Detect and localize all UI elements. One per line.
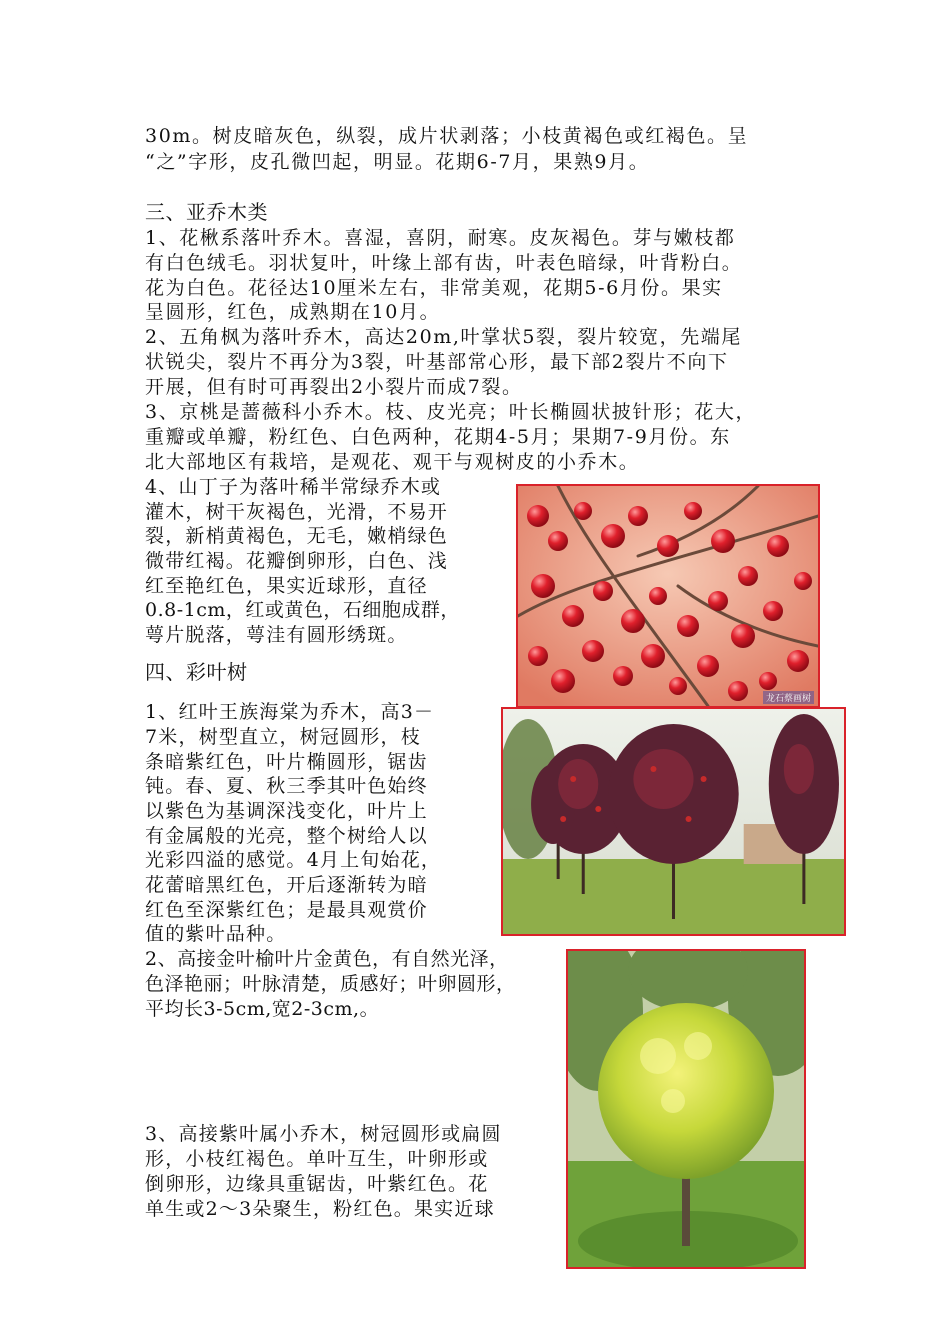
text-line: 状锐尖，裂片不再分为3裂，叶基部常心形，最下部2裂片不向下 [145,351,729,373]
text-line: 萼片脱落，萼洼有圆形绣斑。 [145,624,408,646]
red-leaf-trees-illustration [503,709,844,934]
text-line: 灌木，树干灰褐色，光滑，不易开 [145,501,449,523]
text-line: 7米，树型直立，树冠圆形，枝 [145,726,421,748]
text-line: 1、红叶王族海棠为乔木，高3－ [145,701,435,723]
text-line: 30m。树皮暗灰色，纵裂，成片状剥落；小枝黄褐色或红褐色。呈 [145,125,749,147]
text-line: 花为白色。花径达10厘米左右，非常美观，花期5-6月份。果实 [145,277,723,299]
text-line: 红至艳红色，果实近球形，直径 [145,575,428,597]
text-line: 开展，但有时可再裂出2小裂片而成7裂。 [145,376,523,398]
text-line: 条暗紫红色，叶片椭圆形，锯齿 [145,751,428,773]
text-line: 有白色绒毛。羽状复叶，叶缘上部有齿，叶表色暗绿，叶背粉白。 [145,252,743,274]
text-line: 微带红褐。花瓣倒卵形，白色、浅 [145,550,449,572]
text-line: 呈圆形，红色，成熟期在10月。 [145,301,441,323]
text-line: 光彩四溢的感觉。4月上旬始花， [145,849,442,871]
text-line: 以紫色为基调深浅变化，叶片上 [145,800,428,822]
text-line: 平均长3-5cm,宽2-3cm,。 [145,998,380,1020]
text-line: 单生或2～3朵聚生，粉红色。果实近球 [145,1198,495,1220]
text-line: 花蕾暗黑红色，开后逐渐转为暗 [145,874,428,896]
text-line: 重瓣或单瓣，粉红色、白色两种，花期4-5月；果期7-9月份。东 [145,426,731,448]
text-line: 0.8-1cm，红或黄色，石细胞成群， [145,599,460,621]
text-line: 有金属般的光亮，整个树给人以 [145,825,428,847]
text-line: 钝。春、夏、秋三季其叶色始终 [145,775,428,797]
text-line: 北大部地区有栽培，是观花、观干与观树皮的小乔木。 [145,451,640,473]
text-line: “之”字形，皮孔微凹起，明显。花期6-7月，果熟9月。 [145,151,650,173]
text-line: 1、花楸系落叶乔木。喜湿，喜阴，耐寒。皮灰褐色。芽与嫩枝都 [145,227,736,249]
text-line: 红色至深紫红色；是最具观赏价 [145,899,428,921]
red-leaf-trees-photo [501,707,846,936]
section-heading-sub-trees: 三、亚乔木类 [145,200,268,224]
text-line: 3、京桃是蔷薇科小乔木。枝、皮光亮；叶长椭圆状披针形；花大， [145,401,757,423]
text-line: 2、五角枫为落叶乔木，高达20m,叶掌状5裂，裂片较宽，先端尾 [145,326,743,348]
text-line: 4、山丁子为落叶稀半常绿乔木或 [145,476,442,498]
golden-elm-photo [566,949,806,1269]
section-heading-colored-leaf-trees: 四、彩叶树 [145,660,248,684]
text-line: 形，小枝红褐色。单叶互生，叶卵形或 [145,1148,489,1170]
text-line: 色泽艳丽；叶脉清楚，质感好；叶卵圆形， [145,973,516,995]
text-line: 3、高接紫叶属小乔木，树冠圆形或扁圆 [145,1123,502,1145]
watermark-text: 龙石蔡画树 [763,691,814,704]
golden-elm-illustration [568,951,804,1267]
text-line: 值的紫叶品种。 [145,923,287,945]
text-line: 2、高接金叶榆叶片金黄色，有自然光泽， [145,948,509,970]
text-line: 裂，新梢黄褐色，无毛，嫩梢绿色 [145,525,449,547]
crabapple-fruit-photo [516,484,820,708]
crabapple-fruit-illustration [518,486,818,706]
text-line: 倒卵形，边缘具重锯齿，叶紫红色。花 [145,1173,489,1195]
